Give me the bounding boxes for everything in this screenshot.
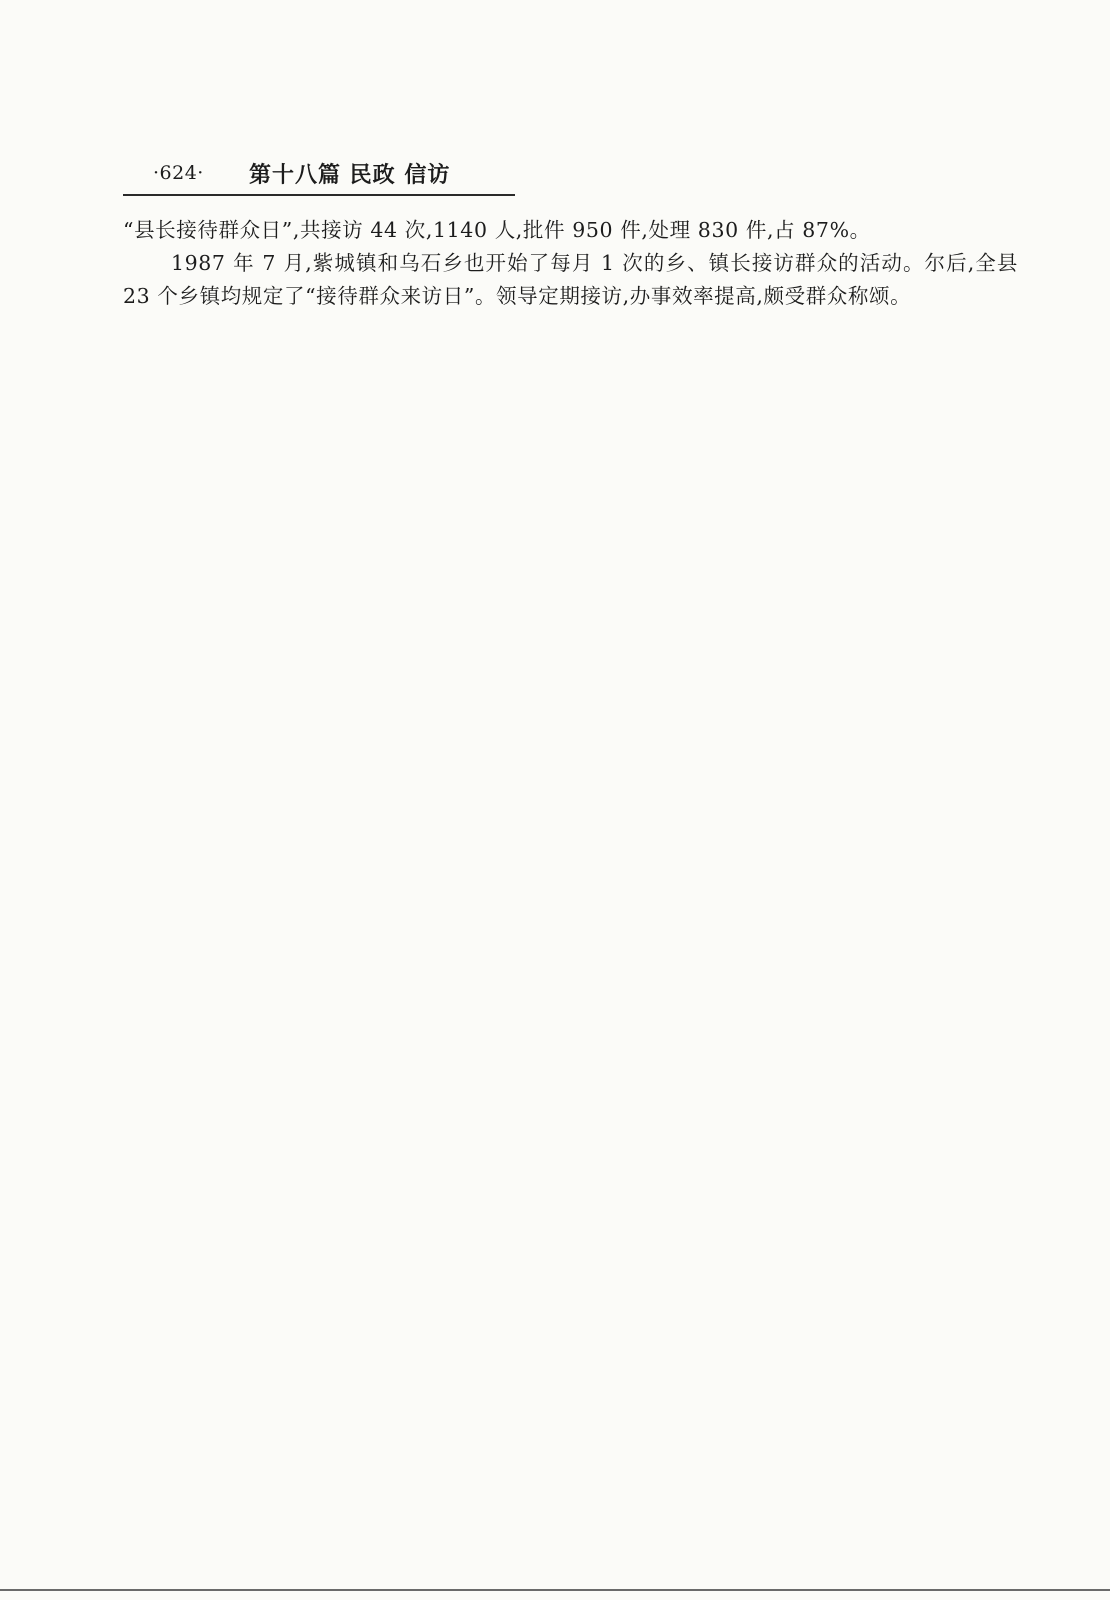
page-bottom-edge (0, 1589, 1110, 1591)
body-text (123, 214, 1018, 313)
page-number: ·624· (153, 162, 204, 184)
section-title: 第十八篇 民政 信访 (249, 163, 451, 188)
paragraph-continued: “县长接待群众日”,共接访 44 次,1140 人,批件 950 件,处理 830 件,占 87%。 (123, 218, 871, 242)
paragraph: 1987 年 7 月,紫城镇和乌石乡也开始了每月 1 次的乡、镇长接访群众的活动。尔后,全县 23 个乡镇均规定了“接待群众来访日”。领导定期接访,办事效率提高,颇受群众称颂。 (123, 251, 1018, 308)
running-header (123, 156, 515, 196)
